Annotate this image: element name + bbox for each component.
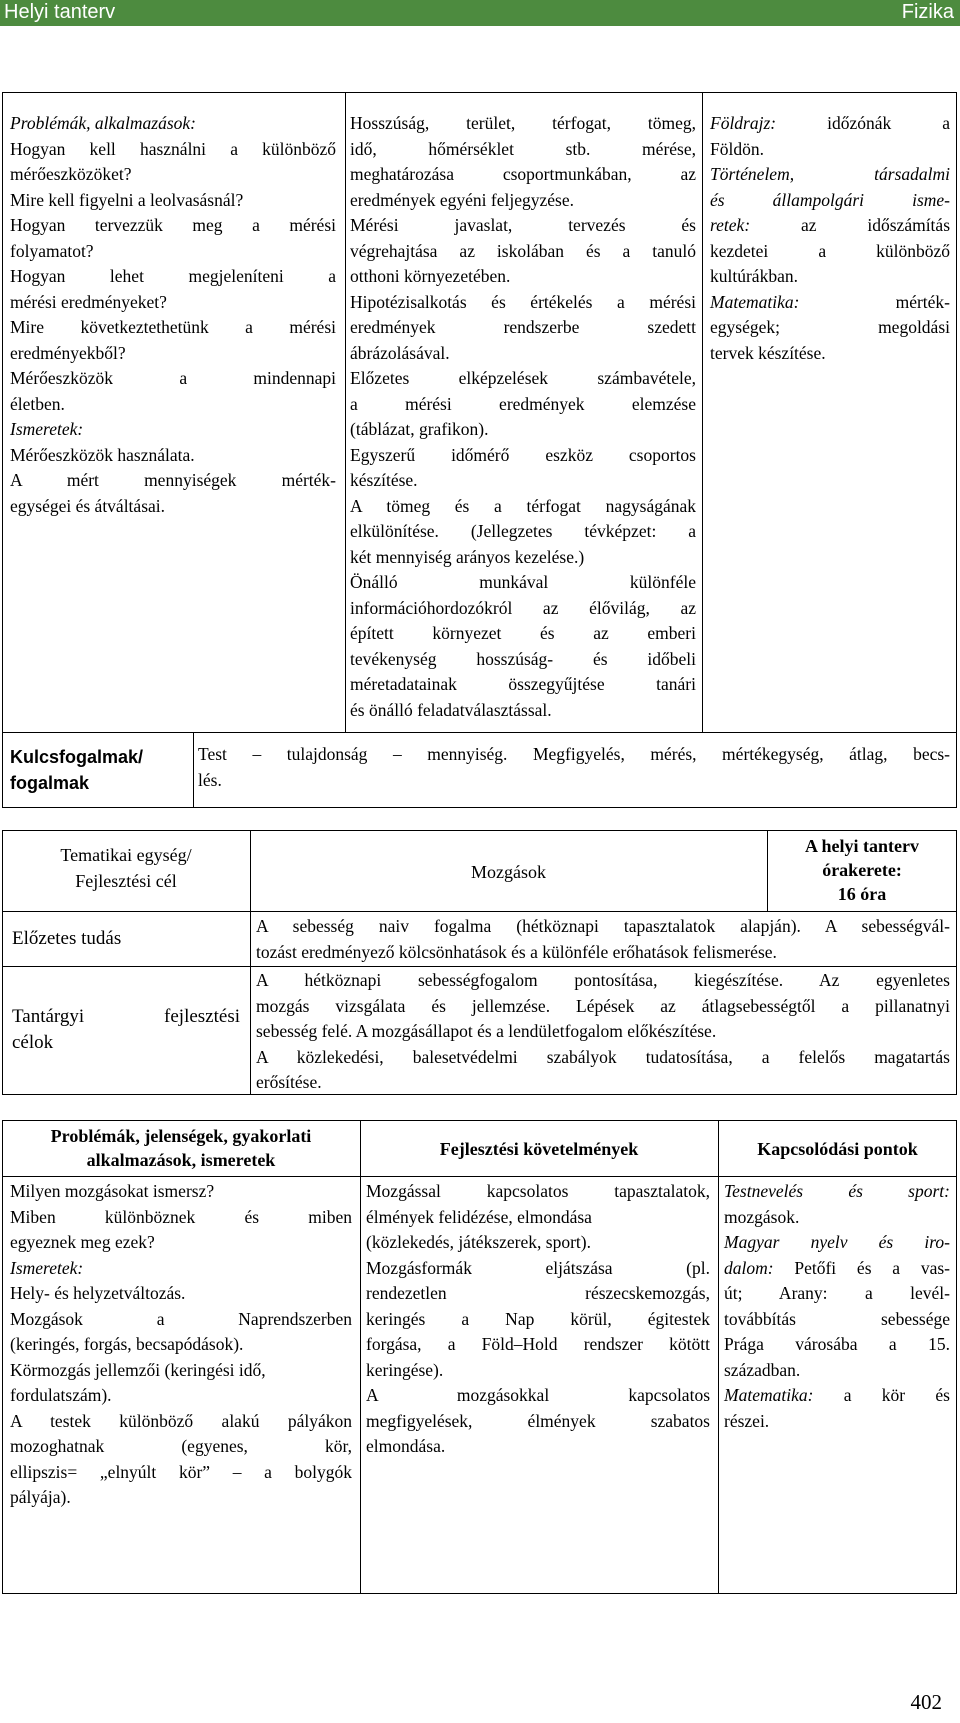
header-subject: Fizika xyxy=(901,1,954,23)
t1-requirements-line: két mennyiség arányos kezelése.) xyxy=(350,546,585,567)
t3-connections-line-segment: Matematika: xyxy=(724,1385,814,1405)
t3-problems-line: Hely- és helyzetváltozás. xyxy=(10,1283,186,1303)
key-concepts-label: Kulcsfogalmak/ fogalmak xyxy=(10,747,144,793)
t3-connections-line xyxy=(724,1409,950,1435)
t1-requirements-line: eredmények egyéni feljegyzése. xyxy=(350,189,574,210)
t3-requirements-line: (közlekedés, játékszerek, sport). xyxy=(366,1232,591,1252)
t3-problems-line: ellipszis= „elnyúlt kör” – a bolygók xyxy=(10,1461,352,1482)
t1-col-requirements xyxy=(350,111,696,723)
t3-connections-line-segment: részei. xyxy=(724,1410,770,1431)
t1-connections-line-segment: Földrajz: xyxy=(710,113,777,133)
t3-problems-line: (keringés, forgás, becsapódások). xyxy=(10,1334,244,1354)
t1-problems-line: Hogyan tervezzük meg a mérési xyxy=(10,215,336,235)
t3-connections-line-segment: mozgások. xyxy=(724,1206,800,1227)
table-2-row-2 xyxy=(2,966,957,967)
unit-title: Mozgások xyxy=(471,862,546,882)
t3-problems-line: Körmozgás jellemzői (keringési idő, xyxy=(10,1359,266,1380)
t1-problems-line: eredményekből? xyxy=(10,342,126,363)
t3-problems-line: egyeznek meg ezek? xyxy=(10,1232,155,1252)
t3-requirements-line: Mozgásformák eljátszása (pl. xyxy=(366,1257,710,1278)
key-concepts-text: Test – tulajdonság – mennyiség. Megfigyelés, mérés, mértékegység, átlag, becs- lés. xyxy=(198,744,950,790)
t1-connections-line-segment: egységek; megoldási xyxy=(710,317,950,337)
t1-connections-line xyxy=(710,188,950,214)
goals-label: Tantárgyi fejlesztési célok xyxy=(12,1006,240,1053)
t1-connections-line-segment: kultúrákban. xyxy=(710,266,798,286)
t3-col-problems xyxy=(10,1179,352,1511)
t1-requirements-line: Mérési javaslat, tervezés és xyxy=(350,215,696,235)
t1-connections-line xyxy=(710,290,950,316)
t3-problems-line: Milyen mozgásokat ismersz? xyxy=(10,1181,215,1201)
t3-connections-line-segment: Testnevelés és sport: xyxy=(724,1181,950,1201)
t1-connections-line xyxy=(710,137,950,163)
t1-connections-line-segment: az időszámítás xyxy=(750,215,950,235)
t1-problems-line: Hogyan lehet megjeleníteni a xyxy=(10,266,336,286)
t1-connections-line-segment: Matematika: xyxy=(710,291,800,312)
table-1-row-divider xyxy=(2,732,957,733)
t1-problems-line: mérési eredményeket? xyxy=(10,291,167,312)
t1-connections-line xyxy=(710,315,950,341)
unit-label: Tematikai egység/ Fejlesztési cél xyxy=(60,845,192,891)
t1-requirements-line: épített környezet és az emberi xyxy=(350,623,696,643)
goals-text xyxy=(256,968,950,1096)
t3-connections-line xyxy=(724,1230,950,1256)
t1-requirements-line: méretadatainak összegyűjtése tanári xyxy=(350,674,696,694)
table-2-row-1 xyxy=(2,911,957,912)
t1-requirements-line: Egyszerű időmérő eszköz csoportos xyxy=(350,444,696,465)
t1-problems-line: Mérőeszközök a mindennapi xyxy=(10,368,336,388)
t1-requirements-line: a mérési eredmények elemzése xyxy=(350,393,696,414)
t3-connections-line-segment: Magyar nyelv és iro- xyxy=(724,1232,950,1252)
t3-connections-line-segment: Prága városába a 15. xyxy=(724,1334,950,1354)
t1-col-connections xyxy=(710,111,950,366)
t3-requirements-line: keringése). xyxy=(366,1359,444,1380)
t1-problems-line: Mire kell figyelni a leolvasásnál? xyxy=(10,189,244,210)
t3-problems-line: Ismeretek: xyxy=(10,1257,84,1278)
t1-problems-line: Problémák, alkalmazások: xyxy=(10,113,196,133)
table-3-divider-a xyxy=(360,1120,361,1594)
t1-connections-line xyxy=(710,162,950,188)
t1-connections-line-segment: tervek készítése. xyxy=(710,342,826,363)
t3-problems-line: pályája). xyxy=(10,1487,71,1507)
t3-requirements-line: keringés a Nap körül, égitestek xyxy=(366,1308,710,1329)
t1-connections-line xyxy=(710,264,950,290)
t3-connections-line-segment: továbbítás sebessége xyxy=(724,1308,950,1329)
header-title: Helyi tanterv xyxy=(4,1,116,23)
t1-requirements-line: (táblázat, grafikon). xyxy=(350,419,489,439)
t3-requirements-line: A mozgásokkal kapcsolatos xyxy=(366,1385,710,1405)
t1-problems-line: A mért mennyiségek mérték- xyxy=(10,470,336,490)
t1-requirements-line: információhordozókról az élővilág, az xyxy=(350,597,696,618)
t3-connections-line-segment: dalom: xyxy=(724,1257,774,1278)
t1-problems-line: Ismeretek: xyxy=(10,419,84,439)
t3-requirements-line: elmondása. xyxy=(366,1436,446,1456)
t3-requirements-line: megfigyelések, élmények szabatos xyxy=(366,1410,710,1431)
goals-line: A hétköznapi sebességfogalom pontosítása, kiegészítése. Az egyenletes xyxy=(256,970,950,990)
page-number: 402 xyxy=(910,1690,942,1714)
hours-frame: A helyi tanterv órakerete: 16 óra xyxy=(805,836,919,904)
t1-requirements-line: Előzetes elképzelések számbavétele, xyxy=(350,368,696,388)
t1-connections-line xyxy=(710,111,950,137)
t1-requirements-line: tevékenység hosszúság- és időbeli xyxy=(350,648,696,669)
t1-requirements-line: végrehajtása az iskolában és a tanuló xyxy=(350,240,696,261)
t1-requirements-line: A tömeg és a térfogat nagyságának xyxy=(350,495,696,516)
t3-connections-line-segment: út; Arany: a levél- xyxy=(724,1283,950,1303)
t1-connections-line-segment: Földön. xyxy=(710,138,764,159)
t3-requirements-line: rendezetlen részecskemozgás, xyxy=(366,1283,710,1303)
goals-line: mozgás vizsgálata és jellemzése. Lépések az átlagsebességtől a pillanatnyi xyxy=(256,995,950,1016)
table-1-key-divider xyxy=(193,732,194,808)
t3-connections-line-segment: században. xyxy=(724,1359,801,1380)
t1-problems-line: Mire következtethetünk a mérési xyxy=(10,317,336,337)
t1-problems-line: folyamatot? xyxy=(10,240,94,261)
t1-requirements-line: elkülönítése. (Jellegzetes tévképzet: a xyxy=(350,521,696,541)
t1-connections-line xyxy=(710,341,950,367)
t1-requirements-line: meghatározása csoportmunkában, az xyxy=(350,164,696,184)
goals-line: sebesség felé. A mozgásállapot és a lendületfogalom előkészítése. xyxy=(256,1021,717,1041)
t1-col-problems xyxy=(10,111,336,519)
t1-connections-line xyxy=(710,213,950,239)
t1-problems-line: mérőeszközöket? xyxy=(10,164,132,184)
t3-connections-line xyxy=(724,1281,950,1307)
t3-connections-line xyxy=(724,1383,950,1409)
t3-problems-line: Miben különböznek és miben xyxy=(10,1206,352,1227)
prior-knowledge-label: Előzetes tudás xyxy=(12,928,122,949)
t1-requirements-line: Önálló munkával különféle xyxy=(350,572,696,592)
prior-knowledge-text: A sebesség naiv fogalma (hétköznapi tapasztalatok alapján). A sebességvál- tozást eredményező kölcsönhatások és a különféle erőhatások felismerése. xyxy=(256,916,950,962)
page-header xyxy=(0,0,960,26)
t3-head-requirements: Fejlesztési követelmények xyxy=(439,1139,639,1159)
t1-requirements-line: idő, hőmérséklet stb. mérése, xyxy=(350,138,696,159)
t1-requirements-line: készítése. xyxy=(350,470,418,490)
t3-connections-line xyxy=(724,1205,950,1231)
table-3-header-divider xyxy=(2,1176,957,1177)
t1-problems-line: életben. xyxy=(10,393,65,414)
t3-col-requirements xyxy=(366,1179,710,1460)
goals-line: A közlekedési, balesetvédelmi szabályok tudatosítása, a felelős magatartás xyxy=(256,1046,950,1067)
t3-connections-line-segment: a kör és xyxy=(813,1385,950,1405)
t1-requirements-line: ábrázolásával. xyxy=(350,342,450,363)
t1-requirements-line: otthoni környezetében. xyxy=(350,266,511,286)
t3-problems-line: fordulatszám). xyxy=(10,1385,112,1405)
t1-connections-line xyxy=(710,239,950,265)
t3-head-problems: Problémák, jelenségek, gyakorlati alkalmazások, ismeretek xyxy=(50,1126,312,1170)
t3-col-connections xyxy=(724,1179,950,1434)
t3-connections-line xyxy=(724,1307,950,1333)
t1-connections-line-segment: Történelem, társadalmi xyxy=(710,164,950,184)
goals-line: erősítése. xyxy=(256,1072,322,1092)
table-3-divider-b xyxy=(718,1120,719,1594)
t1-connections-line-segment: kezdetei a különböző xyxy=(710,240,950,261)
t1-requirements-line: és önálló feladatválasztással. xyxy=(350,699,552,720)
t1-connections-line-segment: és állampolgári isme- xyxy=(710,189,950,210)
t3-connections-line xyxy=(724,1358,950,1384)
t3-connections-line xyxy=(724,1179,950,1205)
t3-requirements-line: Mozgással kapcsolatos tapasztalatok, xyxy=(366,1181,710,1201)
t3-requirements-line: forgása, a Föld–Hold rendszer kötött xyxy=(366,1334,710,1354)
t1-connections-line-segment: retek: xyxy=(710,215,751,235)
t1-problems-line: egységei és átváltásai. xyxy=(10,495,166,516)
t1-connections-line-segment: mérték- xyxy=(799,291,950,312)
t3-requirements-line: élmények felidézése, elmondása xyxy=(366,1206,592,1227)
t3-connections-line xyxy=(724,1256,950,1282)
t3-connections-line xyxy=(724,1332,950,1358)
t1-requirements-line: eredmények rendszerbe szedett xyxy=(350,317,696,337)
t3-head-connections: Kapcsolódási pontok xyxy=(757,1139,918,1159)
table-1-divider-a xyxy=(345,92,346,732)
t3-problems-line: mozoghatnak (egyenes, kör, xyxy=(10,1436,352,1456)
table-1-divider-b xyxy=(702,92,703,732)
t1-requirements-line: Hipotézisalkotás és értékelés a mérési xyxy=(350,291,696,312)
t3-problems-line: A testek különböző alakú pályákon xyxy=(10,1410,352,1431)
t1-requirements-line: Hosszúság, terület, térfogat, tömeg, xyxy=(350,113,696,133)
t3-problems-line: Mozgások a Naprendszerben xyxy=(10,1308,352,1329)
t3-connections-line-segment: Petőfi és a vas- xyxy=(773,1257,950,1278)
t1-connections-line-segment: időzónák a xyxy=(776,113,950,133)
t1-problems-line: Mérőeszközök használata. xyxy=(10,444,195,465)
t1-problems-line: Hogyan kell használni a különböző xyxy=(10,138,336,159)
